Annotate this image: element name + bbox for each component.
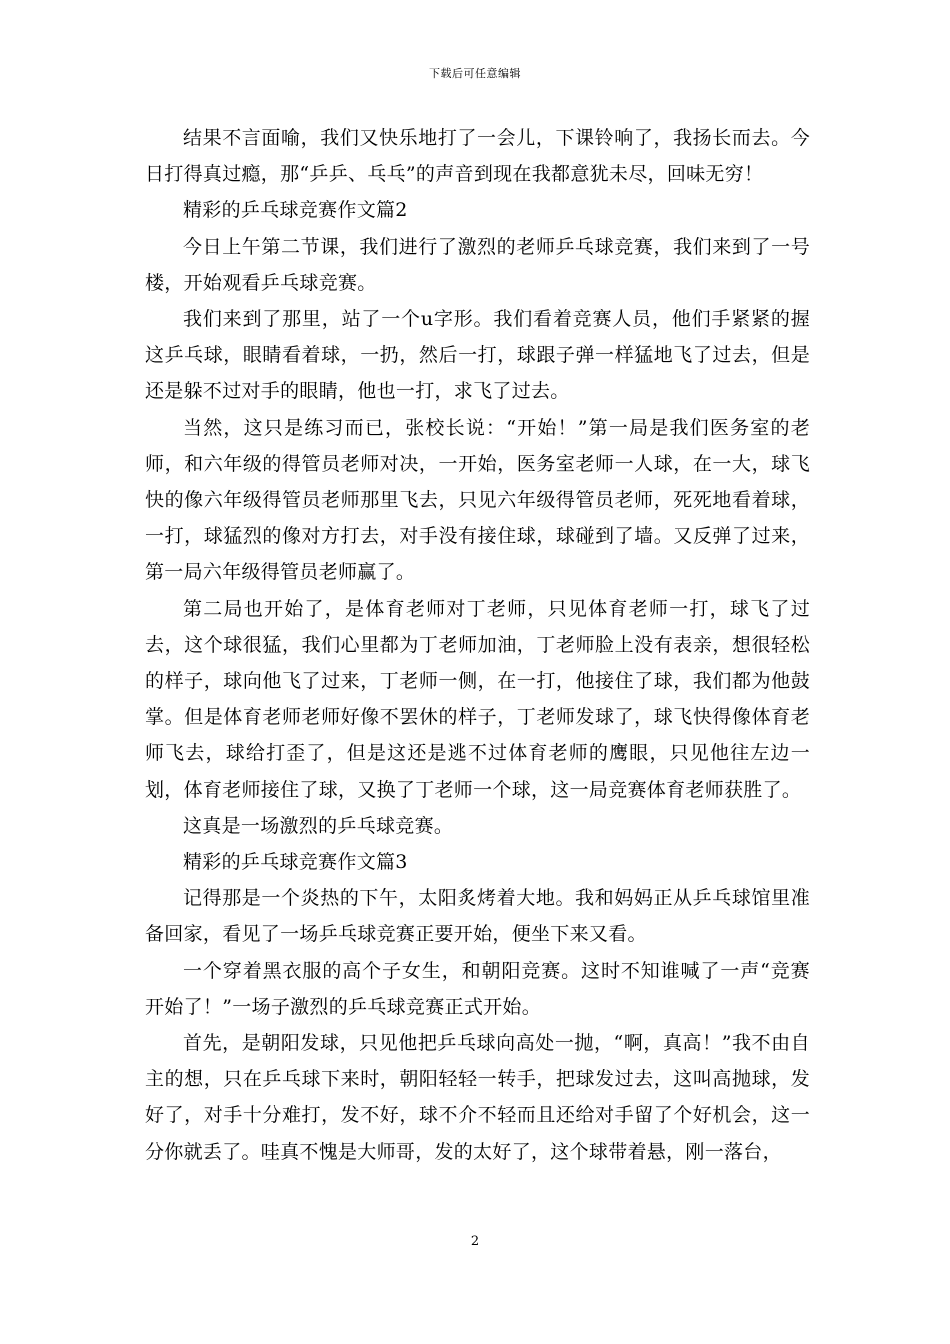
page-number: 2 — [470, 1234, 480, 1249]
section-heading: 精彩的乒乓球竞赛作文篇3 — [183, 851, 408, 874]
page-header: 下载后可任意编辑 — [429, 67, 521, 80]
section-heading: 精彩的乒乓球竞赛作文篇2 — [183, 199, 408, 222]
paragraph: 记得那是一个炎热的下午，太阳炙烤着大地。我和妈妈正从乒乓球馆里准备回家，看见了一场乒乓球竞赛正要开始，便坐下来又看。 — [145, 887, 810, 946]
paragraph: 这真是一场激烈的乒乓球竞赛。 — [183, 814, 454, 837]
paragraph: 一个穿着黑衣服的高个子女生，和朝阳竞赛。这时不知谁喊了一声“竞赛开始了！”一场子激烈的乒乓球竞赛正式开始。 — [145, 959, 810, 1018]
paragraph: 我们来到了那里，站了一个u字形。我们看着竞赛人员，他们手紧紧的握这乒乓球，眼睛看着球，一扔，然后一打，球跟子弹一样猛地飞了过去，但是还是躲不过对手的眼睛，他也一打，求飞了过去。 — [145, 308, 810, 403]
paragraph: 结果不言面喻，我们又快乐地打了一会儿，下课铃响了，我扬长而去。今日打得真过瘾，那“乒乒、乓乓”的声音到现在我都意犹未尽，回味无穷！ — [145, 127, 810, 186]
paragraph: 今日上午第二节课，我们进行了激烈的老师乒乓球竞赛，我们来到了一号楼，开始观看乒乓球竞赛。 — [145, 235, 810, 294]
document-body — [145, 120, 810, 1170]
paragraph: 首先，是朝阳发球，只见他把乒乓球向高处一抛，“啊，真高！”我不由自主的想，只在乒乓球下来时，朝阳轻轻一转手，把球发过去，这叫高抛球，发好了，对手十分难打，发不好，球不介不轻而且还给对手留了个好机会，这一分你就丢了。哇真不愧是大师哥，发的太好了，这个球带着悬，刚一落台， — [145, 1032, 810, 1163]
paragraph: 第二局也开始了，是体育老师对丁老师，只见体育老师一打，球飞了过去，这个球很猛，我们心里都为丁老师加油，丁老师脸上没有表亲，想很轻松的样子，球向他飞了过来，丁老师一侧，在一打，他接住了球，我们都为他鼓掌。但是体育老师老师好像不罢休的样子，丁老师发球了，球飞快得像体育老师飞去，球给打歪了，但是这还是逃不过体育老师的鹰眼，只见他往左边一划，体育老师接住了球，又换了丁老师一个球，这一局竞赛体育老师获胜了。 — [145, 597, 810, 801]
paragraph: 当然，这只是练习而已，张校长说：“开始！”第一局是我们医务室的老师，和六年级的得管员老师对决，一开始，医务室老师一人球，在一大，球飞快的像六年级得管员老师那里飞去，只见六年级得管员老师，死死地看着球，一打，球猛烈的像对方打去，对手没有接住球，球碰到了墙。又反弹了过来，第一局六年级得管员老师赢了。 — [145, 416, 810, 584]
